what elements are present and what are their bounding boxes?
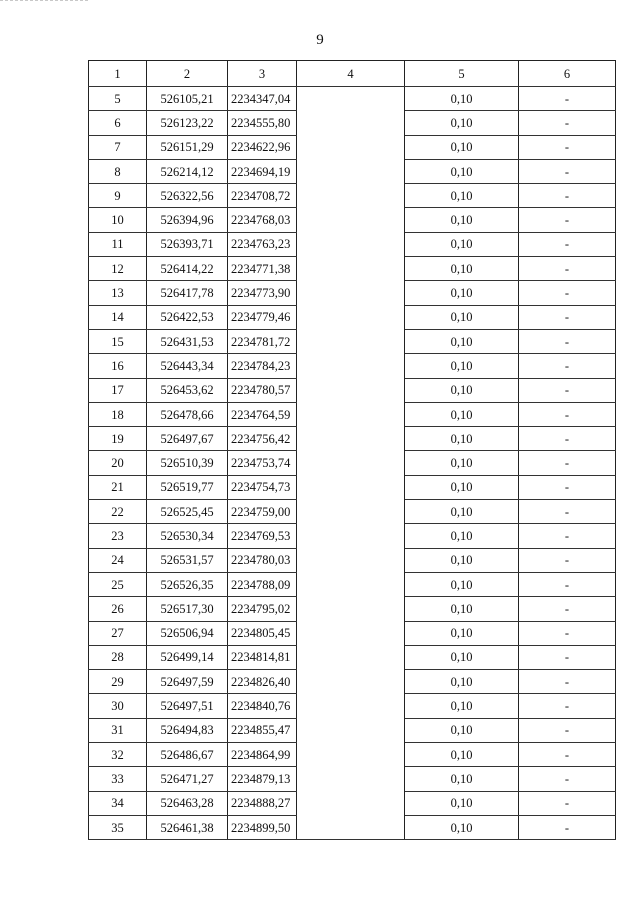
accuracy-cell: 0,10: [405, 281, 519, 305]
point-number-cell: 33: [89, 767, 147, 791]
y-coordinate-cell: 2234768,03: [228, 208, 297, 232]
y-coordinate-cell: 2234764,59: [228, 402, 297, 426]
point-number-cell: 9: [89, 184, 147, 208]
column-6-cell: -: [519, 791, 616, 815]
x-coordinate-cell: 526497,67: [147, 427, 228, 451]
y-coordinate-cell: 2234826,40: [228, 670, 297, 694]
accuracy-cell: 0,10: [405, 184, 519, 208]
accuracy-cell: 0,10: [405, 111, 519, 135]
column-4-cell: [297, 184, 405, 208]
x-coordinate-cell: 526525,45: [147, 500, 228, 524]
x-coordinate-cell: 526494,83: [147, 718, 228, 742]
table-row: [89, 500, 616, 524]
column-4-cell: [297, 815, 405, 839]
x-coordinate-cell: 526486,67: [147, 743, 228, 767]
y-coordinate-cell: 2234781,72: [228, 329, 297, 353]
table-row: [89, 645, 616, 669]
accuracy-cell: 0,10: [405, 427, 519, 451]
accuracy-cell: 0,10: [405, 718, 519, 742]
y-coordinate-cell: 2234347,04: [228, 87, 297, 111]
column-4-cell: [297, 354, 405, 378]
column-4-cell: [297, 232, 405, 256]
page-edge-mark: [0, 0, 88, 5]
column-6-cell: -: [519, 500, 616, 524]
y-coordinate-cell: 2234879,13: [228, 767, 297, 791]
column-4-cell: [297, 451, 405, 475]
accuracy-cell: 0,10: [405, 257, 519, 281]
x-coordinate-cell: 526531,57: [147, 548, 228, 572]
table-header-row: [89, 61, 616, 87]
column-4-cell: [297, 718, 405, 742]
x-coordinate-cell: 526499,14: [147, 645, 228, 669]
page-number: 9: [316, 32, 324, 48]
point-number-cell: 11: [89, 232, 147, 256]
column-6-cell: -: [519, 524, 616, 548]
accuracy-cell: 0,10: [405, 670, 519, 694]
table-row: [89, 281, 616, 305]
x-coordinate-cell: 526417,78: [147, 281, 228, 305]
table-row: [89, 159, 616, 183]
column-4-cell: [297, 257, 405, 281]
x-coordinate-cell: 526463,28: [147, 791, 228, 815]
column-4-cell: [297, 621, 405, 645]
accuracy-cell: 0,10: [405, 159, 519, 183]
y-coordinate-cell: 2234773,90: [228, 281, 297, 305]
x-coordinate-cell: 526123,22: [147, 111, 228, 135]
column-6-cell: -: [519, 621, 616, 645]
accuracy-cell: 0,10: [405, 524, 519, 548]
y-coordinate-cell: 2234780,03: [228, 548, 297, 572]
column-4-cell: [297, 524, 405, 548]
point-number-cell: 35: [89, 815, 147, 839]
y-coordinate-cell: 2234763,23: [228, 232, 297, 256]
column-4-cell: [297, 475, 405, 499]
point-number-cell: 26: [89, 597, 147, 621]
accuracy-cell: 0,10: [405, 743, 519, 767]
column-4-cell: [297, 305, 405, 329]
column-4-cell: [297, 378, 405, 402]
column-4-cell: [297, 670, 405, 694]
y-coordinate-cell: 2234899,50: [228, 815, 297, 839]
column-6-cell: -: [519, 208, 616, 232]
column-6-cell: -: [519, 87, 616, 111]
accuracy-cell: 0,10: [405, 597, 519, 621]
x-coordinate-cell: 526497,59: [147, 670, 228, 694]
column-6-cell: -: [519, 548, 616, 572]
accuracy-cell: 0,10: [405, 208, 519, 232]
accuracy-cell: 0,10: [405, 694, 519, 718]
y-coordinate-cell: 2234708,72: [228, 184, 297, 208]
y-coordinate-cell: 2234779,46: [228, 305, 297, 329]
column-6-cell: -: [519, 743, 616, 767]
x-coordinate-cell: 526443,34: [147, 354, 228, 378]
point-number-cell: 13: [89, 281, 147, 305]
column-6-cell: -: [519, 427, 616, 451]
column-6-cell: -: [519, 694, 616, 718]
y-coordinate-cell: 2234771,38: [228, 257, 297, 281]
accuracy-cell: 0,10: [405, 402, 519, 426]
table-row: [89, 597, 616, 621]
x-coordinate-cell: 526506,94: [147, 621, 228, 645]
column-6-cell: -: [519, 718, 616, 742]
table-row: [89, 475, 616, 499]
column-4-cell: [297, 597, 405, 621]
column-6-cell: -: [519, 111, 616, 135]
point-number-cell: 7: [89, 135, 147, 159]
column-6-cell: -: [519, 135, 616, 159]
column-6-cell: -: [519, 378, 616, 402]
header-cell-1: 1: [89, 61, 147, 87]
y-coordinate-cell: 2234840,76: [228, 694, 297, 718]
accuracy-cell: 0,10: [405, 548, 519, 572]
table-row: [89, 232, 616, 256]
table-row: [89, 402, 616, 426]
table-row: [89, 670, 616, 694]
accuracy-cell: 0,10: [405, 645, 519, 669]
column-4-cell: [297, 791, 405, 815]
y-coordinate-cell: 2234754,73: [228, 475, 297, 499]
point-number-cell: 16: [89, 354, 147, 378]
accuracy-cell: 0,10: [405, 87, 519, 111]
accuracy-cell: 0,10: [405, 500, 519, 524]
table-row: [89, 572, 616, 596]
point-number-cell: 27: [89, 621, 147, 645]
y-coordinate-cell: 2234805,45: [228, 621, 297, 645]
column-4-cell: [297, 767, 405, 791]
x-coordinate-cell: 526519,77: [147, 475, 228, 499]
x-coordinate-cell: 526497,51: [147, 694, 228, 718]
accuracy-cell: 0,10: [405, 305, 519, 329]
point-number-cell: 17: [89, 378, 147, 402]
point-number-cell: 34: [89, 791, 147, 815]
column-4-cell: [297, 402, 405, 426]
table-row: [89, 427, 616, 451]
accuracy-cell: 0,10: [405, 329, 519, 353]
table-row: [89, 694, 616, 718]
column-4-cell: [297, 572, 405, 596]
x-coordinate-cell: 526105,21: [147, 87, 228, 111]
x-coordinate-cell: 526453,62: [147, 378, 228, 402]
column-4-cell: [297, 87, 405, 111]
x-coordinate-cell: 526394,96: [147, 208, 228, 232]
accuracy-cell: 0,10: [405, 767, 519, 791]
point-number-cell: 28: [89, 645, 147, 669]
accuracy-cell: 0,10: [405, 572, 519, 596]
point-number-cell: 15: [89, 329, 147, 353]
header-cell-4: 4: [297, 61, 405, 87]
point-number-cell: 6: [89, 111, 147, 135]
y-coordinate-cell: 2234784,23: [228, 354, 297, 378]
table-row: [89, 767, 616, 791]
x-coordinate-cell: 526393,71: [147, 232, 228, 256]
point-number-cell: 12: [89, 257, 147, 281]
column-6-cell: -: [519, 329, 616, 353]
accuracy-cell: 0,10: [405, 232, 519, 256]
y-coordinate-cell: 2234795,02: [228, 597, 297, 621]
x-coordinate-cell: 526431,53: [147, 329, 228, 353]
coordinates-table: [88, 60, 616, 840]
x-coordinate-cell: 526510,39: [147, 451, 228, 475]
column-4-cell: [297, 500, 405, 524]
table-body: [89, 61, 616, 840]
accuracy-cell: 0,10: [405, 451, 519, 475]
column-4-cell: [297, 159, 405, 183]
column-6-cell: -: [519, 184, 616, 208]
column-4-cell: [297, 743, 405, 767]
table-row: [89, 718, 616, 742]
y-coordinate-cell: 2234694,19: [228, 159, 297, 183]
column-4-cell: [297, 111, 405, 135]
point-number-cell: 29: [89, 670, 147, 694]
table-row: [89, 743, 616, 767]
table-row: [89, 548, 616, 572]
x-coordinate-cell: 526526,35: [147, 572, 228, 596]
column-6-cell: -: [519, 767, 616, 791]
x-coordinate-cell: 526461,38: [147, 815, 228, 839]
column-4-cell: [297, 548, 405, 572]
point-number-cell: 20: [89, 451, 147, 475]
table-row: [89, 87, 616, 111]
x-coordinate-cell: 526530,34: [147, 524, 228, 548]
y-coordinate-cell: 2234753,74: [228, 451, 297, 475]
accuracy-cell: 0,10: [405, 815, 519, 839]
y-coordinate-cell: 2234855,47: [228, 718, 297, 742]
column-4-cell: [297, 427, 405, 451]
column-6-cell: -: [519, 670, 616, 694]
table-row: [89, 378, 616, 402]
header-cell-5: 5: [405, 61, 519, 87]
header-cell-6: 6: [519, 61, 616, 87]
table-row: [89, 135, 616, 159]
column-4-cell: [297, 329, 405, 353]
y-coordinate-cell: 2234788,09: [228, 572, 297, 596]
point-number-cell: 23: [89, 524, 147, 548]
point-number-cell: 8: [89, 159, 147, 183]
column-6-cell: -: [519, 451, 616, 475]
column-4-cell: [297, 645, 405, 669]
accuracy-cell: 0,10: [405, 354, 519, 378]
table-row: [89, 208, 616, 232]
point-number-cell: 32: [89, 743, 147, 767]
point-number-cell: 14: [89, 305, 147, 329]
table-row: [89, 791, 616, 815]
x-coordinate-cell: 526471,27: [147, 767, 228, 791]
point-number-cell: 30: [89, 694, 147, 718]
table-row: [89, 257, 616, 281]
table-row: [89, 451, 616, 475]
x-coordinate-cell: 526517,30: [147, 597, 228, 621]
table-row: [89, 305, 616, 329]
y-coordinate-cell: 2234769,53: [228, 524, 297, 548]
point-number-cell: 19: [89, 427, 147, 451]
accuracy-cell: 0,10: [405, 475, 519, 499]
accuracy-cell: 0,10: [405, 135, 519, 159]
column-6-cell: -: [519, 281, 616, 305]
accuracy-cell: 0,10: [405, 621, 519, 645]
column-6-cell: -: [519, 572, 616, 596]
x-coordinate-cell: 526322,56: [147, 184, 228, 208]
table-row: [89, 354, 616, 378]
table-row: [89, 621, 616, 645]
table-row: [89, 524, 616, 548]
y-coordinate-cell: 2234622,96: [228, 135, 297, 159]
table-row: [89, 329, 616, 353]
accuracy-cell: 0,10: [405, 378, 519, 402]
column-4-cell: [297, 694, 405, 718]
column-6-cell: -: [519, 232, 616, 256]
x-coordinate-cell: 526478,66: [147, 402, 228, 426]
column-4-cell: [297, 208, 405, 232]
y-coordinate-cell: 2234814,81: [228, 645, 297, 669]
y-coordinate-cell: 2234780,57: [228, 378, 297, 402]
header-cell-3: 3: [228, 61, 297, 87]
y-coordinate-cell: 2234759,00: [228, 500, 297, 524]
column-4-cell: [297, 135, 405, 159]
column-6-cell: -: [519, 257, 616, 281]
point-number-cell: 31: [89, 718, 147, 742]
column-6-cell: -: [519, 354, 616, 378]
point-number-cell: 18: [89, 402, 147, 426]
x-coordinate-cell: 526414,22: [147, 257, 228, 281]
y-coordinate-cell: 2234888,27: [228, 791, 297, 815]
accuracy-cell: 0,10: [405, 791, 519, 815]
point-number-cell: 22: [89, 500, 147, 524]
column-6-cell: -: [519, 305, 616, 329]
x-coordinate-cell: 526214,12: [147, 159, 228, 183]
point-number-cell: 5: [89, 87, 147, 111]
point-number-cell: 10: [89, 208, 147, 232]
x-coordinate-cell: 526422,53: [147, 305, 228, 329]
column-6-cell: -: [519, 815, 616, 839]
point-number-cell: 25: [89, 572, 147, 596]
table-row: [89, 815, 616, 839]
y-coordinate-cell: 2234756,42: [228, 427, 297, 451]
column-6-cell: -: [519, 597, 616, 621]
point-number-cell: 24: [89, 548, 147, 572]
column-4-cell: [297, 281, 405, 305]
table-row: [89, 184, 616, 208]
column-6-cell: -: [519, 645, 616, 669]
table-row: [89, 111, 616, 135]
point-number-cell: 21: [89, 475, 147, 499]
y-coordinate-cell: 2234555,80: [228, 111, 297, 135]
y-coordinate-cell: 2234864,99: [228, 743, 297, 767]
x-coordinate-cell: 526151,29: [147, 135, 228, 159]
header-cell-2: 2: [147, 61, 228, 87]
column-6-cell: -: [519, 159, 616, 183]
column-6-cell: -: [519, 402, 616, 426]
column-6-cell: -: [519, 475, 616, 499]
